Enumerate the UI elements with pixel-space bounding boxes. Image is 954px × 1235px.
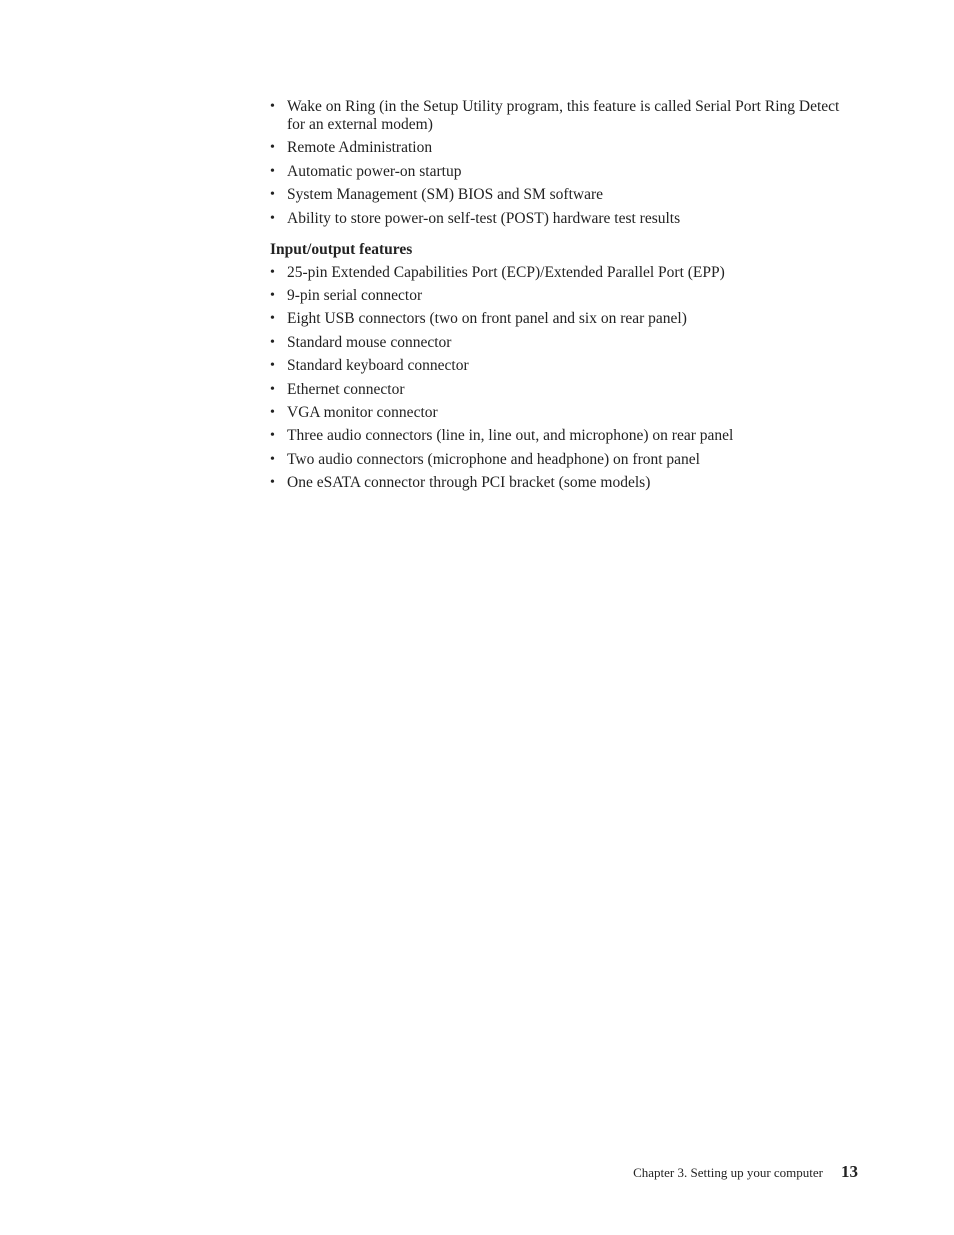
bullet-icon: • <box>270 210 275 226</box>
list-item <box>270 186 840 204</box>
list-item-text: Two audio connectors (microphone and headphone) on front panel <box>287 450 700 468</box>
bullet-icon: • <box>270 311 275 327</box>
page-content <box>270 98 840 497</box>
list-item-text: 25-pin Extended Capabilities Port (ECP)/Extended Parallel Port (EPP) <box>287 263 725 281</box>
list-item-text: Standard mouse connector <box>287 333 452 351</box>
list-item-text: One eSATA connector through PCI bracket (some models) <box>287 474 651 492</box>
list-item-text: Ethernet connector <box>287 380 405 398</box>
page-number: 13 <box>841 1162 858 1181</box>
list-item-text: Three audio connectors (line in, line out, and microphone) on rear panel <box>287 427 734 445</box>
list-item-text: Ability to store power-on self-test (POST) hardware test results <box>287 209 681 227</box>
bullet-icon: • <box>270 163 275 179</box>
list-item <box>270 451 840 469</box>
list-item <box>270 334 840 352</box>
bullet-icon: • <box>270 287 275 303</box>
list-item <box>270 287 840 305</box>
list-item-text: Wake on Ring (in the Setup Utility program, this feature is called Serial Port Ring Detect for an external modem) <box>287 98 840 133</box>
list-item <box>270 163 840 181</box>
bullet-icon: • <box>270 381 275 397</box>
list-item-text: Standard keyboard connector <box>287 357 469 375</box>
page-footer <box>633 1162 858 1182</box>
list-item <box>270 427 840 445</box>
list-item <box>270 310 840 328</box>
bullet-icon: • <box>270 358 275 374</box>
list-item-text: Automatic power-on startup <box>287 162 462 180</box>
bullet-icon: • <box>270 264 275 280</box>
list-item-text: Eight USB connectors (two on front panel and six on rear panel) <box>287 310 687 328</box>
list-item-text: VGA monitor connector <box>287 403 438 421</box>
bullet-icon: • <box>270 428 275 444</box>
list-item <box>270 98 840 134</box>
list-item-text: System Management (SM) BIOS and SM software <box>287 186 603 204</box>
bullet-icon: • <box>270 187 275 203</box>
bullet-icon: • <box>270 451 275 467</box>
list-item <box>270 357 840 375</box>
bullet-icon: • <box>270 140 275 156</box>
list-item <box>270 381 840 399</box>
bullet-icon: • <box>270 99 275 114</box>
bullet-icon: • <box>270 475 275 491</box>
bullet-icon: • <box>270 334 275 350</box>
list-item <box>270 404 840 422</box>
chapter-title: Chapter 3. Setting up your computer <box>633 1165 823 1180</box>
list-item-text: 9-pin serial connector <box>287 286 423 304</box>
list-item-text: Remote Administration <box>287 139 433 157</box>
bullet-icon: • <box>270 404 275 420</box>
list-item <box>270 474 840 492</box>
io-feature-list <box>270 264 840 493</box>
list-item <box>270 210 840 228</box>
list-item <box>270 264 840 282</box>
feature-list <box>270 98 840 228</box>
section-heading: Input/output features <box>270 240 413 258</box>
list-item <box>270 139 840 157</box>
